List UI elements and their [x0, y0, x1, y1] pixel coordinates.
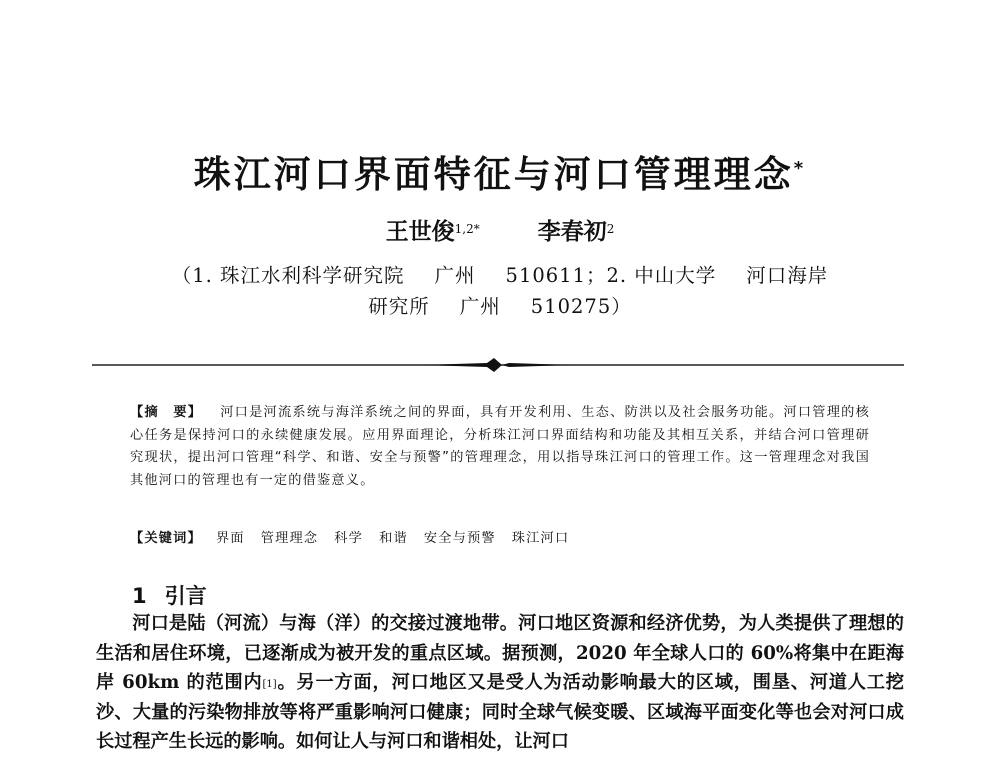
- keyword: 科学: [334, 531, 364, 546]
- keyword: 珠江河口: [511, 531, 570, 546]
- author-affiliation-mark: 1,2*: [454, 222, 480, 236]
- affiliation-line: （1. 珠江水利科学研究院 广州 510611；2. 中山大学 河口海岸: [171, 264, 829, 287]
- abstract: [130, 402, 870, 492]
- author-name: 李春初: [537, 218, 607, 245]
- abstract-label: 【摘 要】: [130, 405, 203, 420]
- section-number: 1: [132, 584, 147, 608]
- citation: [1]: [262, 679, 277, 691]
- author-affiliation-mark: 2: [606, 222, 615, 236]
- author-line: [0, 215, 1000, 249]
- keyword: 管理理念: [260, 531, 319, 546]
- paper-title: 珠江河口界面特征与河口管理理念*: [193, 153, 807, 196]
- keyword: 界面: [215, 531, 245, 546]
- author-name: 王世俊: [385, 218, 455, 245]
- keyword: 安全与预警: [423, 531, 496, 546]
- title-footnote-mark: *: [793, 158, 807, 179]
- body-paragraph: 河口是陆（河流）与海（洋）的交接过渡地带。河口地区资源和经济优势，为人类提供了理想的生活和居住环境，已逐渐成为被开发的重点区域。据预测，2020 年全球人口的 60%将集中在距海岸 60km 的范围内[1]。另一方面，河口地区又是受人为活动影响最大的区域，围垦、河道人工挖沙、大量的污染物排放等将严重影响河口健康；同时全球气候变暖、区域海平面变化等也会对河口成长过程产生长远的影响。如何让人与河口和谐相处，让河口: [96, 613, 904, 753]
- keywords: [130, 528, 890, 550]
- section-title: 引言: [164, 584, 207, 608]
- affiliation-line: 研究所 广州 510275）: [368, 295, 632, 318]
- section-heading: [132, 580, 207, 612]
- keyword: 和谐: [379, 531, 408, 546]
- keywords-label: 【关键词】: [130, 531, 202, 546]
- abstract-text: 河口是河流系统与海洋系统之间的界面，具有开发利用、生态、防洪以及社会服务功能。河口管理的核心任务是保持河口的永续健康发展。应用界面理论，分析珠江河口界面结构和功能及其相互关系，并结合河口管理研究现状，提出河口管理“科学、和谐、安全与预警”的管理理念，用以指导珠江河口的管理工作。这一管理理念对我国其他河口的管理也有一定的借鉴意义。: [130, 405, 871, 488]
- ornamental-divider: [92, 355, 904, 375]
